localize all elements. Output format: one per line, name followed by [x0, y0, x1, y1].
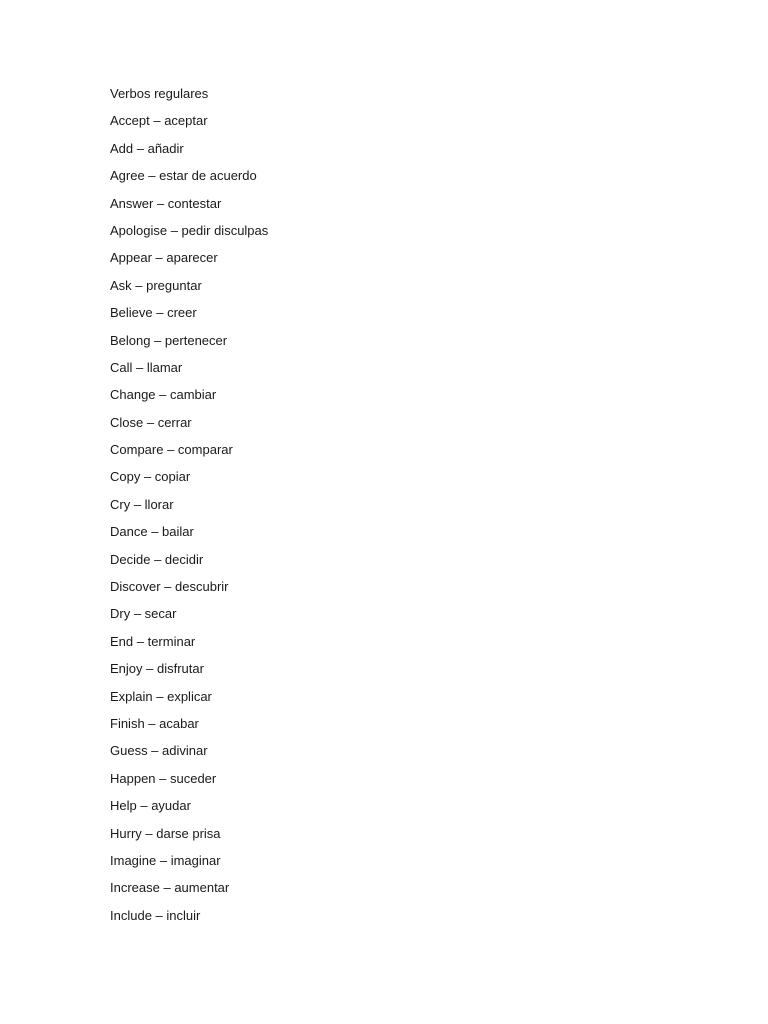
verb-entry: Discover – descubrir: [110, 579, 229, 595]
verb-entry: Close – cerrar: [110, 414, 192, 430]
verb-entry: Apologise – pedir disculpas: [110, 222, 269, 238]
verb-entry: Dance – bailar: [110, 524, 194, 540]
verb-entry: Explain – explicar: [110, 688, 212, 704]
verb-entry: Compare – comparar: [110, 442, 233, 458]
verb-entry: Copy – copiar: [110, 469, 191, 485]
document-body: [110, 85, 670, 934]
verb-entry: Guess – adivinar: [110, 743, 208, 759]
verb-entry: Increase – aumentar: [110, 880, 230, 896]
verb-entry: Believe – creer: [110, 305, 197, 321]
verb-entry: Imagine – imaginar: [110, 852, 221, 868]
verb-entry: Appear – aparecer: [110, 250, 218, 266]
verb-entry: Enjoy – disfrutar: [110, 661, 204, 677]
verb-entry: Change – cambiar: [110, 387, 217, 403]
verb-entry: Add – añadir: [110, 140, 184, 156]
verb-entry: Cry – llorar: [110, 496, 174, 512]
verb-entry: Dry – secar: [110, 606, 177, 622]
verb-entry: Hurry – darse prisa: [110, 825, 221, 841]
verb-entry: Finish – acabar: [110, 715, 199, 731]
verb-entry: Decide – decidir: [110, 551, 204, 567]
verb-entry: Agree – estar de acuerdo: [110, 168, 257, 184]
verb-entry: Happen – suceder: [110, 770, 217, 786]
verb-entry: Include – incluir: [110, 907, 201, 923]
verb-entry: Ask – preguntar: [110, 277, 202, 293]
verb-entry: Call – llamar: [110, 359, 183, 375]
verb-entry: Belong – pertenecer: [110, 332, 228, 348]
verb-entry: Accept – aceptar: [110, 113, 208, 129]
document-title: Verbos regulares: [110, 86, 209, 101]
verb-entry: Answer – contestar: [110, 195, 222, 211]
verb-entry: Help – ayudar: [110, 798, 191, 814]
verb-entry: End – terminar: [110, 633, 196, 649]
